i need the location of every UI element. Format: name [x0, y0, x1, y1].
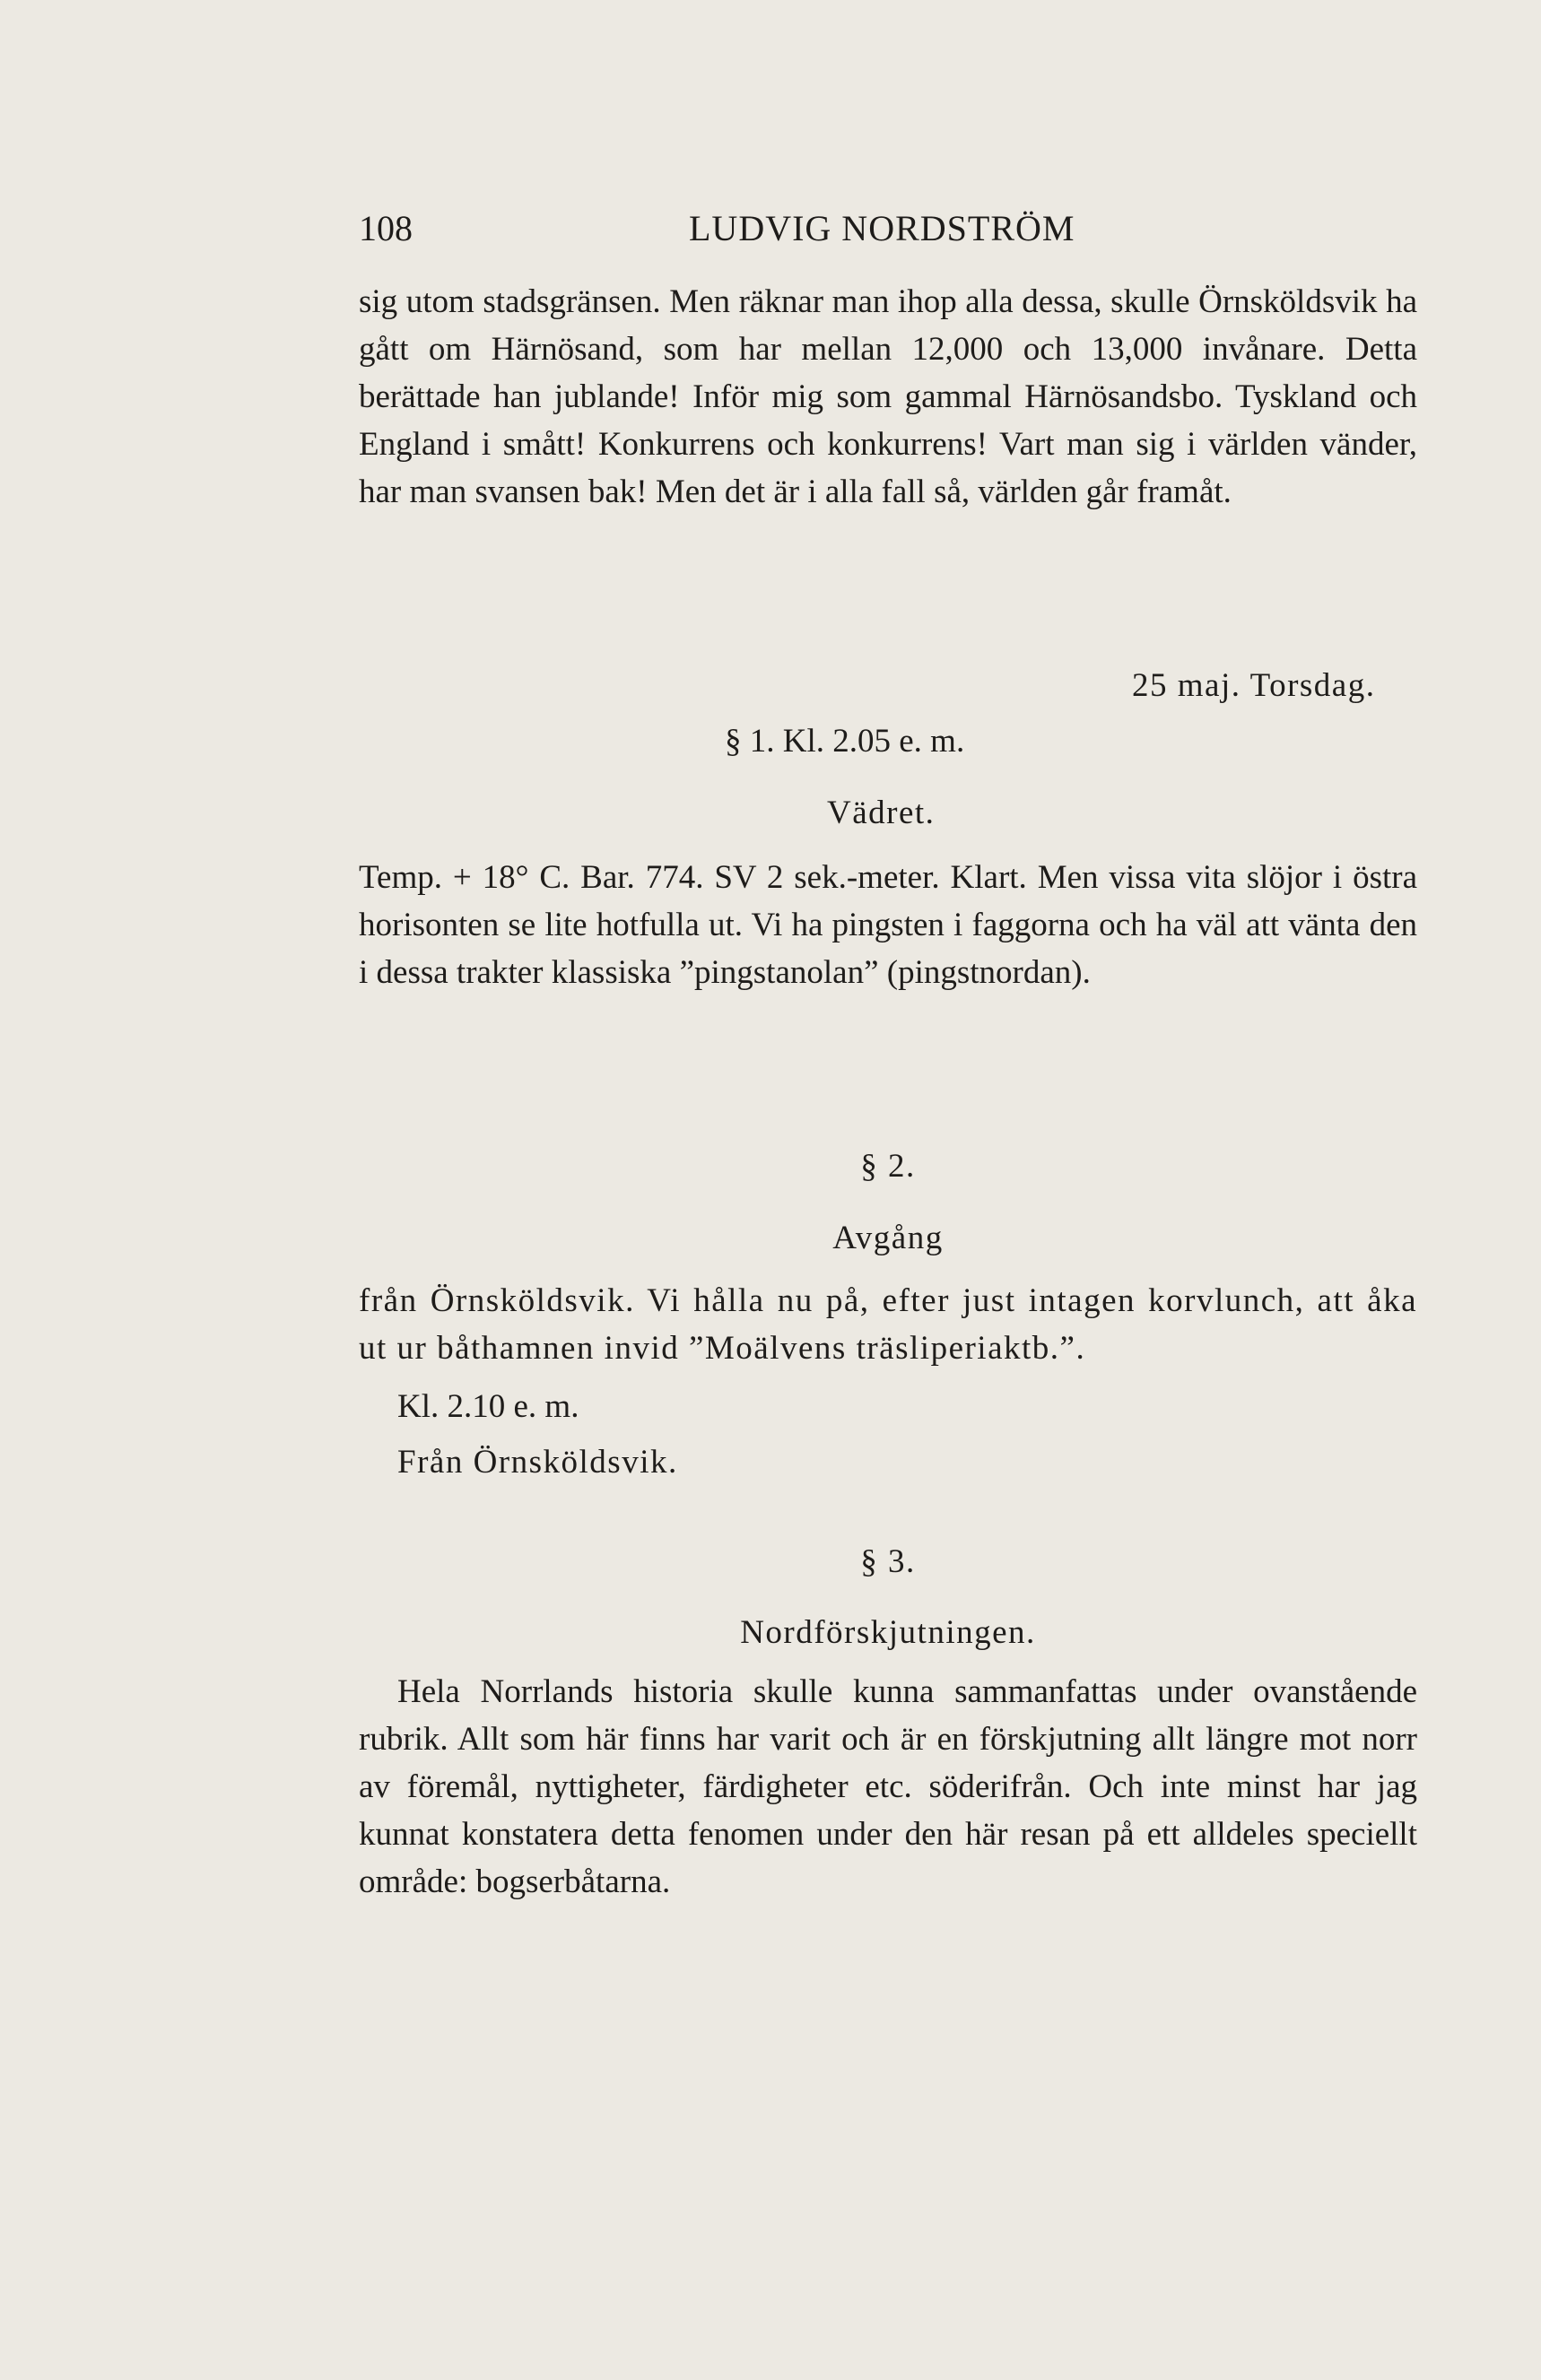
- section-1-marker: § 1. Kl. 2.05 e. m.: [725, 723, 965, 760]
- section-1-text: Temp. + 18° C. Bar. 774. SV 2 sek.-meter. Klart. Men vissa vita slöjor i östra horisonten se lite hotfulla ut. Vi ha pingsten i faggorna och ha väl att vänta den i dessa trakter klassiska ”pingstanolan” (pingstnordan).: [359, 859, 1417, 991]
- section-3-text: Hela Norrlands historia skulle kunna sammanfattas under ovanstående rubrik. Allt som här finns har varit och är en förskjutning allt längre mot norr av föremål, nyttigheter, färdigheter etc. söderifrån. Och inte minst har jag kunnat konstatera detta fenomen under den här resan på ett alldeles speciellt område: bogserbåtarna.: [359, 1673, 1417, 1900]
- section-2-title: Avgång: [832, 1220, 944, 1256]
- page-header: [359, 202, 1076, 256]
- running-title: LUDVIG NORDSTRÖM: [689, 208, 1075, 248]
- page-number: 108: [359, 208, 413, 248]
- section-2-marker: § 2.: [860, 1148, 916, 1185]
- section-2-time: Kl. 2.10 e. m.: [397, 1388, 579, 1425]
- section-2-text: från Örnsköldsvik. Vi hålla nu på, efter just intagen korvlunch, att åka ut ur båthamnen invid ”Moälvens träsliperiaktb.”.: [359, 1282, 1417, 1367]
- section-1-title: Vädret.: [827, 795, 936, 831]
- section-3-marker: § 3.: [860, 1543, 916, 1580]
- opening-paragraph: sig utom stadsgränsen. Men räknar man ihop alla dessa, skulle Örnsköldsvik ha gått om Härnösand, som har mellan 12,000 och 13,000 invånare. Detta berättade han jublande! Inför mig som gammal Härnösandsbo. Tyskland och England i smått! Konkurrens och konkurrens! Vart man sig i världen vänder, har man svansen bak! Men det är i alla fall så, världen går framåt.: [359, 283, 1417, 510]
- section-3-title: Nordförskjutningen.: [740, 1614, 1036, 1651]
- date-line: 25 maj. Torsdag.: [1132, 667, 1376, 704]
- section-2-from: Från Örnsköldsvik.: [397, 1444, 678, 1481]
